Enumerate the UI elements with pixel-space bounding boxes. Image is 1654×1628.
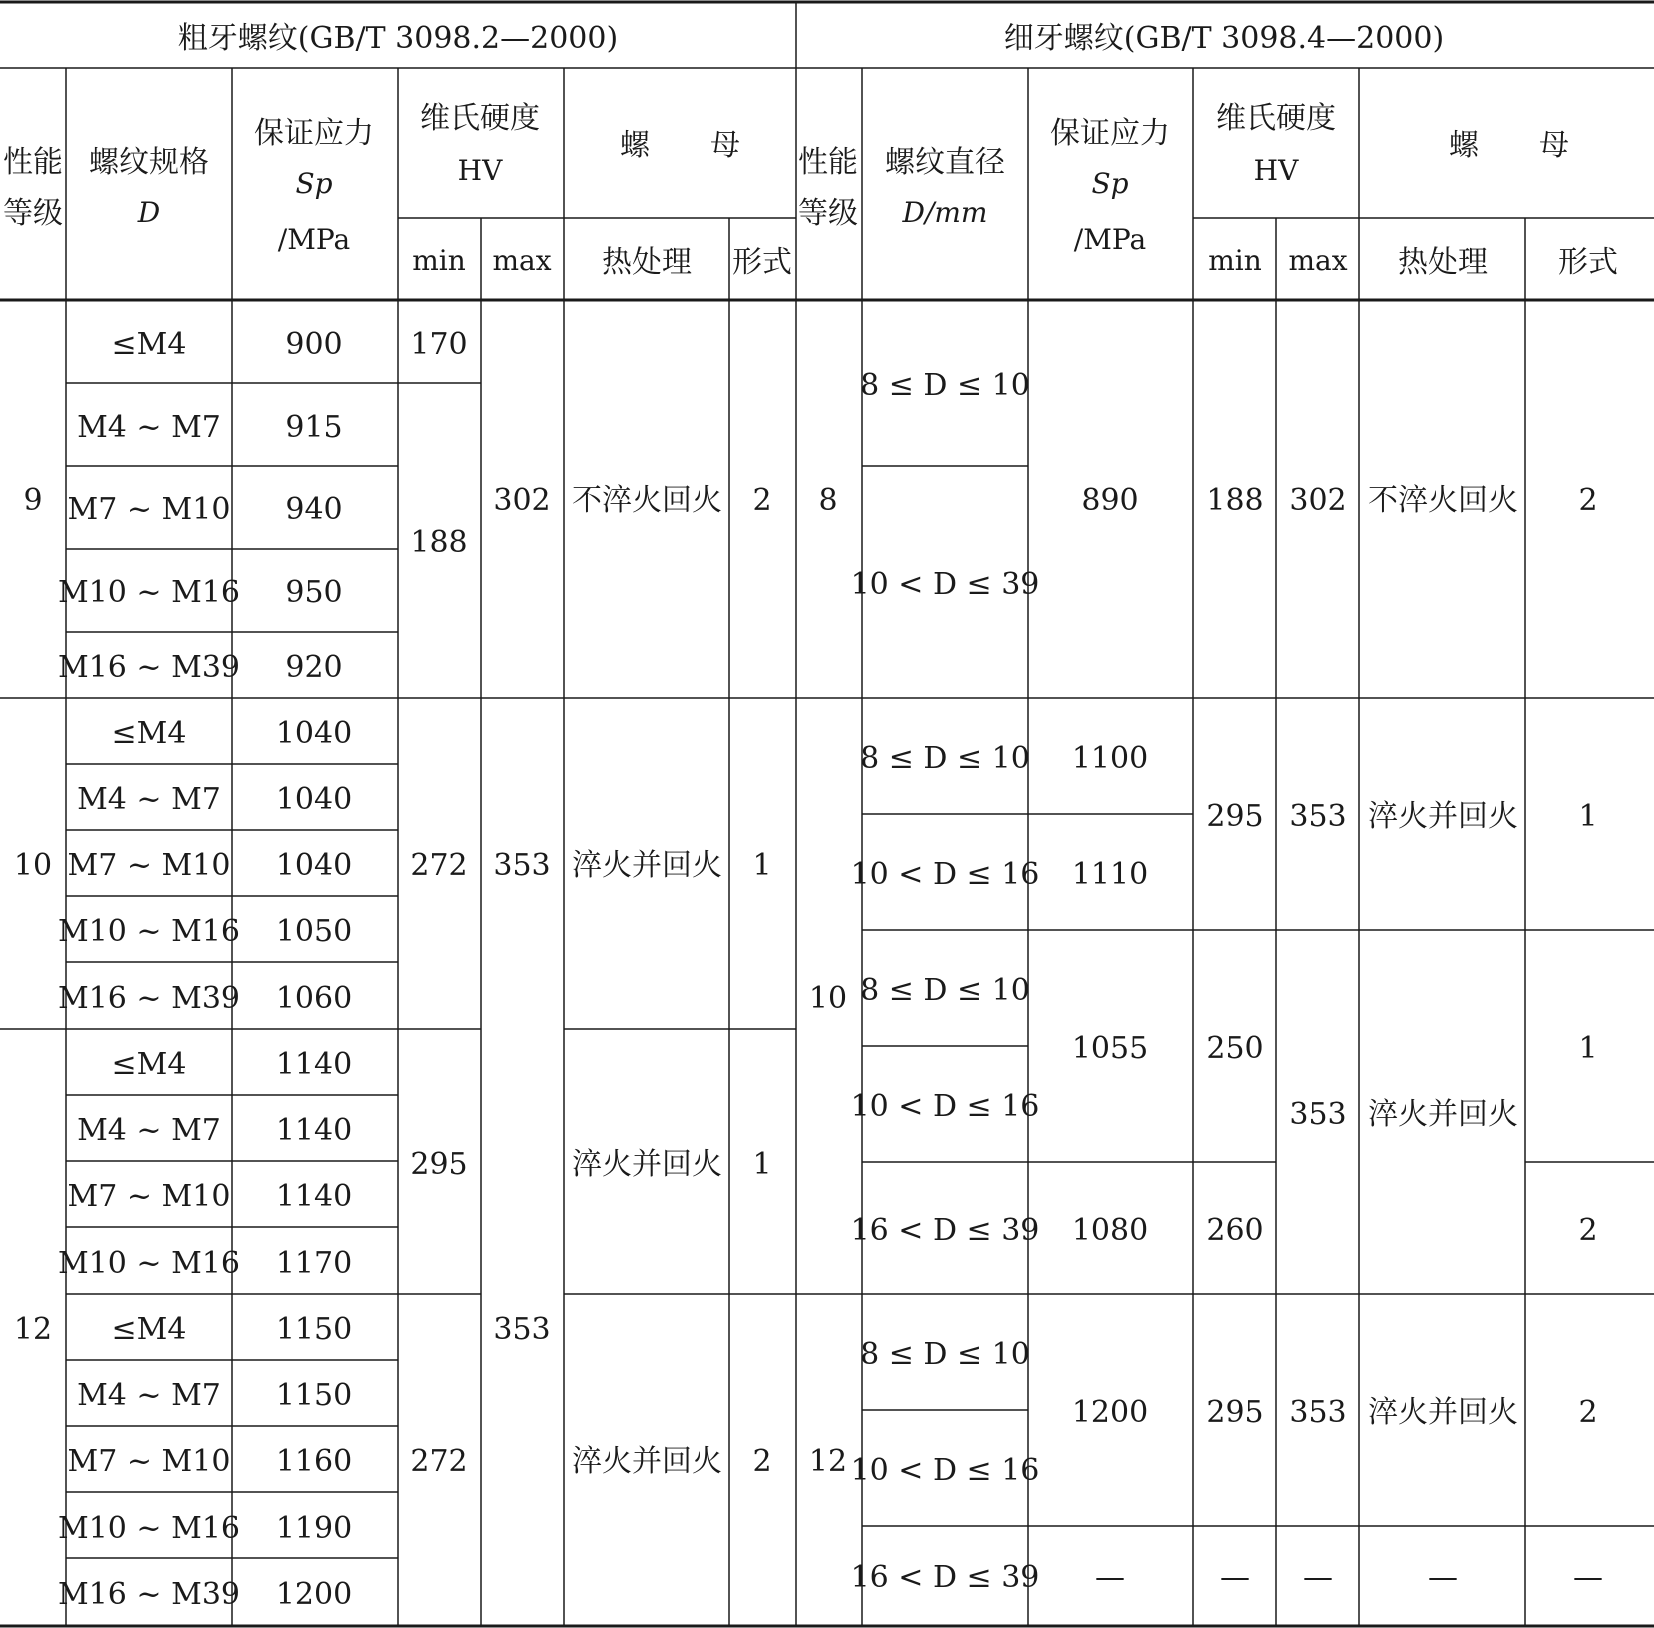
coarse-sp-cell: 1140 (275, 1047, 353, 1082)
fine-grade: 12 (808, 1444, 848, 1479)
fine-max-cell: 302 (1289, 483, 1347, 518)
fine-dash-cell: — (1573, 1560, 1603, 1595)
fine-dia-cell: 10 < D ≤ 16 (850, 1453, 1040, 1488)
coarse-sp-cell: 1060 (275, 981, 353, 1016)
coarse-spec-cell: M10 ~ M16 (58, 914, 240, 949)
fine-max-cell: 353 (1289, 1395, 1347, 1430)
coarse-form-cell: 2 (752, 1444, 772, 1479)
fine-header-form: 形式 (1558, 245, 1618, 280)
coarse-spec-cell: ≤M4 (111, 1312, 187, 1347)
coarse-sp-cell: 1170 (275, 1246, 353, 1281)
fine-dia-cell: 8 ≤ D ≤ 10 (860, 368, 1030, 403)
fine-form-cell: 1 (1578, 1031, 1598, 1066)
fine-sp-cell: 1200 (1071, 1395, 1149, 1430)
fine-form-cell: 2 (1578, 1395, 1598, 1430)
fine-form-cell: 1 (1578, 799, 1598, 834)
fine-sp-cell: 1080 (1071, 1213, 1149, 1248)
fine-heat-cell: 淬火并回火 (1368, 1097, 1518, 1132)
fine-header-sp: 保证应力 (1050, 116, 1170, 151)
coarse-heat-cell: 淬火并回火 (572, 1147, 722, 1182)
fine-heat-cell: 不淬火回火 (1368, 483, 1518, 518)
coarse-sp-cell: 1050 (275, 914, 353, 949)
fine-header-nut: 螺 母 (1449, 128, 1569, 163)
coarse-sp-cell: 1150 (275, 1378, 353, 1413)
coarse-min-cell: 170 (410, 327, 468, 362)
coarse-sp-cell: 1040 (275, 716, 353, 751)
fine-max-cell: 353 (1289, 1097, 1347, 1132)
coarse-sp-cell: 1190 (275, 1511, 353, 1546)
coarse-form-cell: 1 (752, 1147, 772, 1182)
fine-header-dia: 螺纹直径 (885, 145, 1005, 180)
coarse-spec-cell: M10 ~ M16 (58, 1511, 240, 1546)
coarse-min-cell: 188 (410, 525, 468, 560)
fine-dia-cell: 8 ≤ D ≤ 10 (860, 1337, 1030, 1372)
fine-sp-cell: 1100 (1071, 741, 1149, 776)
coarse-heat-cell: 不淬火回火 (572, 483, 722, 518)
coarse-sp-cell: 1200 (275, 1577, 353, 1612)
coarse-header-sp-symbol: Sp (295, 167, 333, 200)
fine-dia-cell: 10 < D ≤ 16 (850, 857, 1040, 892)
coarse-spec-cell: M7 ~ M10 (67, 1444, 231, 1479)
fine-grade: 8 (818, 483, 838, 518)
coarse-header-spec: 螺纹规格 (89, 145, 209, 180)
coarse-spec-cell: M4 ~ M7 (77, 1378, 221, 1413)
coarse-header-heat: 热处理 (602, 245, 692, 280)
coarse-max-cell: 353 (493, 1312, 551, 1347)
coarse-sp-cell: 920 (285, 650, 343, 685)
fine-dash-cell: — (1303, 1560, 1333, 1595)
coarse-title: 粗牙螺纹(GB/T 3098.2—2000) (177, 21, 619, 56)
fine-form-cell: 2 (1578, 1213, 1598, 1248)
coarse-spec-cell: M4 ~ M7 (77, 782, 221, 817)
coarse-header-sp-unit: /MPa (277, 223, 351, 256)
fine-header-sp-unit: /MPa (1073, 223, 1147, 256)
coarse-spec-cell: M4 ~ M7 (77, 1113, 221, 1148)
coarse-sp-cell: 1040 (275, 848, 353, 883)
fine-dash-cell: — (1220, 1560, 1250, 1595)
fine-header-dia-unit: D/mm (902, 196, 988, 229)
fine-dia-cell: 16 < D ≤ 39 (850, 1213, 1040, 1248)
coarse-min-cell: 272 (410, 848, 468, 883)
fine-dia-cell: 16 < D ≤ 39 (850, 1560, 1040, 1595)
coarse-spec-cell: M7 ~ M10 (67, 492, 231, 527)
coarse-heat-cell: 淬火并回火 (572, 1444, 722, 1479)
coarse-form-cell: 1 (752, 848, 772, 883)
coarse-form-cell: 2 (752, 483, 772, 518)
fine-dash-cell: — (1428, 1560, 1458, 1595)
coarse-sp-cell: 940 (285, 492, 343, 527)
coarse-header-nut: 螺 母 (620, 128, 740, 163)
coarse-spec-cell: M7 ~ M10 (67, 848, 231, 883)
coarse-header-grade: 性能 (3, 145, 63, 180)
coarse-spec-cell: M10 ~ M16 (58, 575, 240, 610)
fine-header-min: min (1208, 244, 1262, 277)
fine-header-heat: 热处理 (1398, 245, 1488, 280)
coarse-header-spec-symbol: D (137, 196, 161, 229)
coarse-header-hv-unit: HV (457, 154, 503, 187)
fine-sp-cell: 890 (1081, 483, 1139, 518)
fine-header-grade: 性能 (798, 145, 858, 180)
fine-dia-cell: 8 ≤ D ≤ 10 (860, 973, 1030, 1008)
coarse-sp-cell: 1160 (275, 1444, 353, 1479)
fine-min-cell: 260 (1206, 1213, 1264, 1248)
coarse-sp-cell: 1140 (275, 1179, 353, 1214)
fine-min-cell: 188 (1206, 483, 1264, 518)
coarse-spec-cell: M16 ~ M39 (58, 650, 240, 685)
coarse-grade: 9 (23, 483, 43, 518)
coarse-sp-cell: 915 (285, 410, 343, 445)
fine-title: 细牙螺纹(GB/T 3098.4—2000) (1003, 21, 1445, 56)
coarse-spec-cell: M16 ~ M39 (58, 981, 240, 1016)
fine-dash-cell: — (1095, 1560, 1125, 1595)
fine-heat-cell: 淬火并回火 (1368, 1395, 1518, 1430)
coarse-header-max: max (492, 244, 552, 277)
coarse-spec-cell: ≤M4 (111, 716, 187, 751)
coarse-header-min: min (412, 244, 466, 277)
coarse-sp-cell: 1140 (275, 1113, 353, 1148)
fine-dia-cell: 10 < D ≤ 16 (850, 1089, 1040, 1124)
fine-header-sp-symbol: Sp (1091, 167, 1129, 200)
fine-min-cell: 250 (1206, 1031, 1264, 1066)
coarse-grade: 12 (13, 1312, 53, 1347)
fine-header-hv-unit: HV (1253, 154, 1299, 187)
fine-header-max: max (1288, 244, 1348, 277)
coarse-header-sp: 保证应力 (254, 116, 374, 151)
fine-sp-cell: 1110 (1071, 857, 1149, 892)
coarse-grade: 10 (13, 848, 53, 883)
coarse-spec-cell: M7 ~ M10 (67, 1179, 231, 1214)
coarse-sp-cell: 900 (285, 327, 343, 362)
fine-header-hv: 维氏硬度 (1216, 101, 1336, 136)
fine-form-cell: 2 (1578, 483, 1598, 518)
fine-max-cell: 353 (1289, 799, 1347, 834)
fine-header-grade: 等级 (798, 196, 858, 231)
coarse-sp-cell: 950 (285, 575, 343, 610)
fine-min-cell: 295 (1206, 1395, 1264, 1430)
coarse-rows (58, 327, 352, 1612)
fine-dia-cell: 10 < D ≤ 39 (850, 567, 1040, 602)
coarse-min-cell: 272 (410, 1444, 468, 1479)
coarse-header-form: 形式 (732, 245, 792, 280)
coarse-header-grade: 等级 (3, 196, 63, 231)
coarse-max-cell: 302 (493, 483, 551, 518)
coarse-sp-cell: 1040 (275, 782, 353, 817)
fine-min-cell: 295 (1206, 799, 1264, 834)
fine-grade: 10 (808, 981, 848, 1016)
fine-sp-cell: 1055 (1071, 1031, 1149, 1066)
coarse-sp-cell: 1150 (275, 1312, 353, 1347)
coarse-max-cell: 353 (493, 848, 551, 883)
coarse-spec-cell: ≤M4 (111, 1047, 187, 1082)
coarse-spec-cell: M10 ~ M16 (58, 1246, 240, 1281)
coarse-heat-cell: 淬火并回火 (572, 848, 722, 883)
fine-heat-cell: 淬火并回火 (1368, 799, 1518, 834)
coarse-min-cell: 295 (410, 1147, 468, 1182)
coarse-spec-cell: M4 ~ M7 (77, 410, 221, 445)
fine-dia-cell: 8 ≤ D ≤ 10 (860, 741, 1030, 776)
coarse-header-hv: 维氏硬度 (420, 101, 540, 136)
coarse-spec-cell: ≤M4 (111, 327, 187, 362)
coarse-spec-cell: M16 ~ M39 (58, 1577, 240, 1612)
